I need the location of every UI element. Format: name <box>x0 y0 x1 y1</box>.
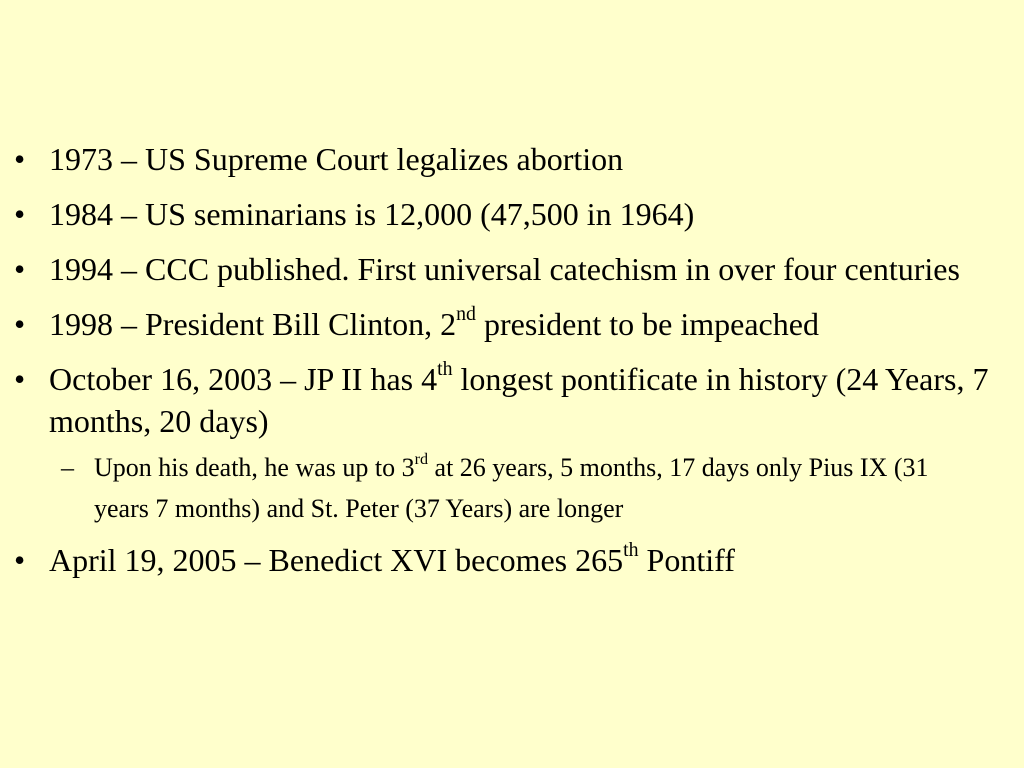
bullet-marker: • <box>14 306 26 342</box>
bullet-marker: • <box>14 361 26 397</box>
bullet-text: 1984 – US seminarians is 12,000 (47,500 in 1964) <box>49 196 695 232</box>
bullet-text: 1973 – US Supreme Court legalizes abortion <box>49 141 624 177</box>
ordinal-suffix: th <box>623 539 639 562</box>
bullet-1998 <box>0 303 1024 345</box>
bullet-marker: • <box>14 251 26 287</box>
bullet-text-pre: October 16, 2003 – JP II has 4 <box>49 361 438 397</box>
sub-bullet-death <box>0 447 1024 529</box>
bullet-2005 <box>0 539 1024 581</box>
ordinal-suffix: nd <box>456 303 476 326</box>
ordinal-suffix: th <box>437 358 453 381</box>
bullet-text-post: Pontiff <box>638 542 735 578</box>
sub-bullet-text-pre: Upon his death, he was up to 3 <box>94 453 415 482</box>
bullet-1973 <box>0 138 1024 180</box>
ordinal-suffix: rd <box>414 450 429 468</box>
bullet-1984 <box>0 193 1024 235</box>
bullet-marker: • <box>14 141 26 177</box>
bullet-marker: • <box>14 542 26 578</box>
bullet-text-pre: April 19, 2005 – Benedict XVI becomes 265 <box>49 542 624 578</box>
sub-bullet-text-post: at 26 years, 5 months, 17 days only Pius IX (31 years 7 months) and St. Peter (37 Years) are longer <box>94 453 929 523</box>
bullet-text-post: president to be impeached <box>475 306 819 342</box>
bullet-text: 1994 – CCC published. First universal catechism in over four centuries <box>49 251 960 287</box>
sub-bullet-marker: – <box>61 453 74 482</box>
slide-content <box>0 138 1024 594</box>
bullet-marker: • <box>14 196 26 232</box>
bullet-text-post: longest pontificate in history (24 Years, 7 months, 20 days) <box>49 361 989 439</box>
bullet-2003 <box>0 358 1024 442</box>
bullet-1994 <box>0 248 1024 290</box>
bullet-text-pre: 1998 – President Bill Clinton, 2 <box>49 306 457 342</box>
